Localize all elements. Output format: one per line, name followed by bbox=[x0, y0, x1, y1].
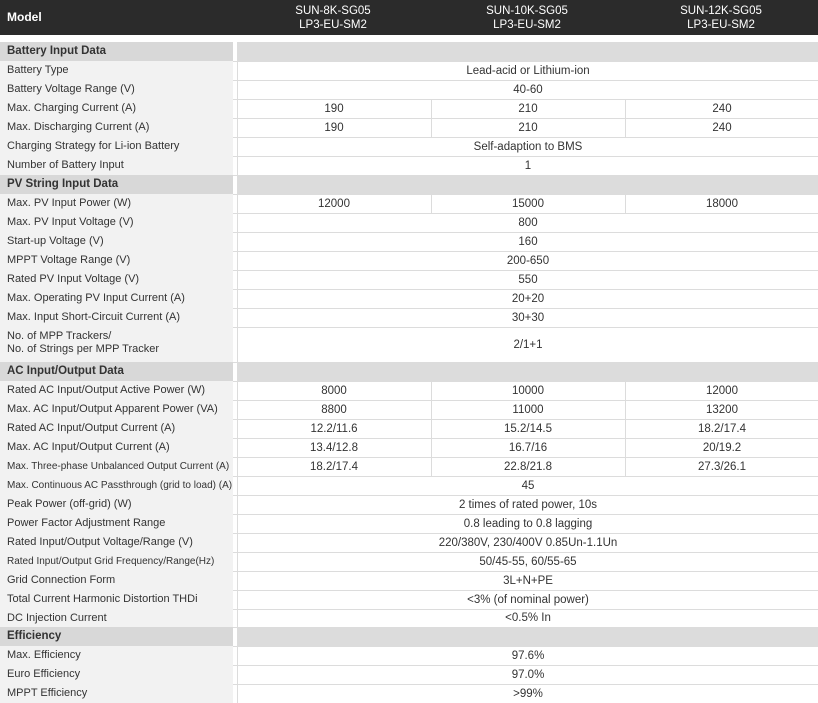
table-row bbox=[0, 194, 818, 213]
table-row bbox=[0, 80, 818, 99]
value-cell-3: 12000 bbox=[625, 381, 818, 400]
section-fill bbox=[237, 175, 818, 194]
value-cell-2: 210 bbox=[431, 118, 624, 137]
table-row bbox=[0, 251, 818, 270]
row-label-text: Max. Operating PV Input Current (A) bbox=[7, 292, 185, 304]
row-label-text: Peak Power (off-grid) (W) bbox=[7, 498, 132, 510]
row-label-text: Max. AC Input/Output Apparent Power (VA) bbox=[7, 403, 218, 415]
value-cell-2: 15000 bbox=[431, 194, 624, 213]
table-row bbox=[0, 232, 818, 251]
value-cell-merged: 97.0% bbox=[237, 665, 818, 684]
model-1-line-2: LP3-EU-SM2 bbox=[299, 19, 367, 31]
table-row bbox=[0, 571, 818, 590]
row-label bbox=[0, 327, 233, 362]
value-cell-merged: <3% (of nominal power) bbox=[237, 590, 818, 609]
section-title bbox=[0, 627, 233, 646]
table-row bbox=[0, 514, 818, 533]
value-cell-2: 11000 bbox=[431, 400, 624, 419]
model-column-2 bbox=[432, 4, 622, 32]
value-cell-3: 13200 bbox=[625, 400, 818, 419]
value-cell-merged: 220/380V, 230/400V 0.85Un-1.1Un bbox=[237, 533, 818, 552]
value-cell-merged: 2 times of rated power, 10s bbox=[237, 495, 818, 514]
row-label bbox=[0, 438, 233, 457]
row-label bbox=[0, 571, 233, 590]
value-cell-merged: Self-adaption to BMS bbox=[237, 137, 818, 156]
row-label bbox=[0, 61, 233, 80]
row-label-text: Max. Continuous AC Passthrough (grid to load) (A) bbox=[7, 480, 233, 491]
table-row bbox=[0, 646, 818, 665]
model-2-line-1: SUN-10K-SG05 bbox=[486, 5, 568, 17]
row-label-text: Max. Efficiency bbox=[7, 649, 81, 661]
row-label-text: Rated Input/Output Grid Frequency/Range(Hz) bbox=[7, 556, 215, 567]
row-label-text: Battery Type bbox=[7, 64, 69, 76]
row-label bbox=[0, 289, 233, 308]
section-header-ac-input-output-data bbox=[0, 362, 818, 381]
value-cell-2: 16.7/16 bbox=[431, 438, 624, 457]
section-header-battery-input-data bbox=[0, 42, 818, 61]
table-row bbox=[0, 61, 818, 80]
model-1-line-1: SUN-8K-SG05 bbox=[295, 5, 371, 17]
row-label bbox=[0, 118, 233, 137]
row-label bbox=[0, 495, 233, 514]
value-cell-merged: 1 bbox=[237, 156, 818, 175]
value-cell-2: 22.8/21.8 bbox=[431, 457, 624, 476]
value-cell-3: 240 bbox=[625, 118, 818, 137]
section-title bbox=[0, 362, 233, 381]
table-row bbox=[0, 665, 818, 684]
value-cell-1: 12000 bbox=[237, 194, 430, 213]
value-cell-3: 27.3/26.1 bbox=[625, 457, 818, 476]
row-label bbox=[0, 665, 233, 684]
value-cell-merged: 3L+N+PE bbox=[237, 571, 818, 590]
section-title bbox=[0, 42, 233, 61]
row-label-text: Efficiency bbox=[7, 630, 62, 642]
row-label-text: Rated Input/Output Voltage/Range (V) bbox=[7, 536, 193, 548]
table-row bbox=[0, 308, 818, 327]
row-label-text: Max. PV Input Voltage (V) bbox=[7, 216, 134, 228]
row-label-text-line-2: No. of Strings per MPP Tracker bbox=[7, 343, 160, 355]
section-header-pv-string-input-data bbox=[0, 175, 818, 194]
model-3-line-1: SUN-12K-SG05 bbox=[680, 5, 762, 17]
row-label-text: Battery Input Data bbox=[7, 45, 107, 57]
value-cell-merged: <0.5% In bbox=[237, 609, 818, 627]
row-label-text: Max. AC Input/Output Current (A) bbox=[7, 441, 170, 453]
table-row bbox=[0, 552, 818, 571]
value-cell-2: 210 bbox=[431, 99, 624, 118]
row-label-text: Power Factor Adjustment Range bbox=[7, 517, 166, 529]
value-cell-merged: 160 bbox=[237, 232, 818, 251]
value-cell-3: 240 bbox=[625, 99, 818, 118]
row-label bbox=[0, 137, 233, 156]
row-label-text: Charging Strategy for Li-ion Battery bbox=[7, 140, 180, 152]
row-label-text: Rated AC Input/Output Active Power (W) bbox=[7, 384, 206, 396]
row-label-text: Rated AC Input/Output Current (A) bbox=[7, 422, 176, 434]
value-cell-merged: 200-650 bbox=[237, 251, 818, 270]
row-label bbox=[0, 609, 233, 627]
row-label-text: Total Current Harmonic Distortion THDi bbox=[7, 593, 198, 605]
section-fill bbox=[237, 627, 818, 646]
table-row bbox=[0, 270, 818, 289]
value-cell-1: 18.2/17.4 bbox=[237, 457, 430, 476]
row-label-text: DC Injection Current bbox=[7, 611, 107, 624]
table-row bbox=[0, 476, 818, 495]
row-label bbox=[0, 99, 233, 118]
value-cell-1: 190 bbox=[237, 99, 430, 118]
value-cell-2: 15.2/14.5 bbox=[431, 419, 624, 438]
table-row bbox=[0, 327, 818, 362]
table-row bbox=[0, 137, 818, 156]
row-label-text: Max. Input Short-Circuit Current (A) bbox=[7, 311, 180, 323]
value-cell-3: 20/19.2 bbox=[625, 438, 818, 457]
table-row bbox=[0, 590, 818, 609]
table-row bbox=[0, 419, 818, 438]
table-row bbox=[0, 609, 818, 627]
value-cell-merged: Lead-acid or Lithium-ion bbox=[237, 61, 818, 80]
table-row bbox=[0, 400, 818, 419]
section-title bbox=[0, 175, 233, 194]
table-row bbox=[0, 684, 818, 703]
row-label bbox=[0, 476, 233, 495]
table-row bbox=[0, 99, 818, 118]
row-label bbox=[0, 533, 233, 552]
row-label-text: No. of MPP Trackers/ bbox=[7, 330, 112, 342]
row-label bbox=[0, 270, 233, 289]
row-label bbox=[0, 419, 233, 438]
table-header bbox=[0, 0, 818, 35]
row-label-text: Max. Discharging Current (A) bbox=[7, 121, 150, 133]
row-label-text: Battery Voltage Range (V) bbox=[7, 83, 135, 95]
row-label-text: Max. Charging Current (A) bbox=[7, 102, 136, 114]
row-label bbox=[0, 400, 233, 419]
row-label-text: MPPT Voltage Range (V) bbox=[7, 254, 131, 266]
row-label bbox=[0, 552, 233, 571]
table-row bbox=[0, 457, 818, 476]
model-3-line-2: LP3-EU-SM2 bbox=[687, 19, 755, 31]
row-label-text: MPPT Efficiency bbox=[7, 687, 88, 699]
row-label bbox=[0, 684, 233, 703]
row-label-text: Grid Connection Form bbox=[7, 574, 116, 586]
value-cell-1: 8800 bbox=[237, 400, 430, 419]
value-cell-merged: 550 bbox=[237, 270, 818, 289]
value-cell-1: 190 bbox=[237, 118, 430, 137]
section-fill bbox=[237, 42, 818, 61]
row-label-text: AC Input/Output Data bbox=[7, 365, 124, 377]
value-cell-1: 8000 bbox=[237, 381, 430, 400]
value-cell-merged: 20+20 bbox=[237, 289, 818, 308]
row-label bbox=[0, 646, 233, 665]
table-row bbox=[0, 533, 818, 552]
table-row bbox=[0, 118, 818, 137]
value-cell-2: 10000 bbox=[431, 381, 624, 400]
row-label-text: Max. PV Input Power (W) bbox=[7, 197, 132, 209]
value-cell-merged: 97.6% bbox=[237, 646, 818, 665]
value-cell-merged: >99% bbox=[237, 684, 818, 703]
value-cell-merged: 40-60 bbox=[237, 80, 818, 99]
row-label bbox=[0, 232, 233, 251]
model-column-3 bbox=[626, 4, 816, 32]
row-label-text: Start-up Voltage (V) bbox=[7, 235, 104, 247]
table-row bbox=[0, 213, 818, 232]
table-row bbox=[0, 438, 818, 457]
row-label-text: PV String Input Data bbox=[7, 178, 119, 190]
value-cell-merged: 2/1+1 bbox=[237, 327, 818, 362]
row-label-text: Number of Battery Input bbox=[7, 159, 124, 171]
value-cell-merged: 50/45-55, 60/55-65 bbox=[237, 552, 818, 571]
row-label bbox=[0, 251, 233, 270]
row-label-text: Rated PV Input Voltage (V) bbox=[7, 273, 140, 285]
model-header-label: Model bbox=[7, 10, 42, 24]
model-column-1 bbox=[238, 4, 428, 32]
section-header-efficiency bbox=[0, 627, 818, 646]
value-cell-3: 18.2/17.4 bbox=[625, 419, 818, 438]
row-label bbox=[0, 590, 233, 609]
row-label bbox=[0, 381, 233, 400]
row-label-text: Euro Efficiency bbox=[7, 668, 81, 680]
table-row bbox=[0, 156, 818, 175]
table-row bbox=[0, 289, 818, 308]
value-cell-3: 18000 bbox=[625, 194, 818, 213]
row-label bbox=[0, 308, 233, 327]
row-label bbox=[0, 457, 233, 476]
row-label-text: Max. Three-phase Unbalanced Output Current (A) bbox=[7, 461, 230, 472]
row-label bbox=[0, 156, 233, 175]
table-row bbox=[0, 381, 818, 400]
row-label bbox=[0, 514, 233, 533]
row-label bbox=[0, 194, 233, 213]
row-label bbox=[0, 80, 233, 99]
value-cell-1: 13.4/12.8 bbox=[237, 438, 430, 457]
section-fill bbox=[237, 362, 818, 381]
row-label bbox=[0, 213, 233, 232]
model-2-line-2: LP3-EU-SM2 bbox=[493, 19, 561, 31]
value-cell-merged: 800 bbox=[237, 213, 818, 232]
value-cell-merged: 30+30 bbox=[237, 308, 818, 327]
value-cell-merged: 0.8 leading to 0.8 lagging bbox=[237, 514, 818, 533]
value-cell-1: 12.2/11.6 bbox=[237, 419, 430, 438]
value-cell-merged: 45 bbox=[237, 476, 818, 495]
table-row bbox=[0, 495, 818, 514]
